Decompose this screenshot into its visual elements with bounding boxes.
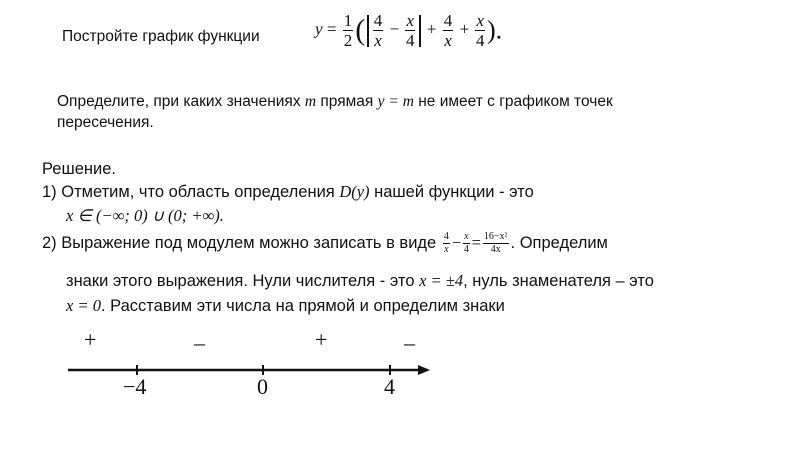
solution-step-2-line-3: x = 0. Расставим эти числа на прямой и определим знаки — [66, 296, 505, 315]
arrow-icon — [418, 365, 430, 375]
fraction-x-over-4: $\frac{x}{4}$ — [406, 11, 415, 50]
formula-eq: = — [326, 19, 337, 39]
task-question-cont: пересечения. — [57, 114, 154, 131]
task-instruction: Постройте график функции — [62, 28, 260, 45]
point-label-minus-4: −4 — [123, 374, 147, 399]
solution-step-1: 1) Отметим, что область определения D(y) нашей функции - это — [42, 182, 534, 201]
function-formula: y = $\frac{1}{2}$ ( $\frac{4}{x}$ − $\frac{x}{4}$ + $\frac{4}{x}$ + $\frac{x}{4}$ ). — [315, 11, 503, 50]
task-question: Определите, при каких значениях m прямая y = m не имеет с графиком точек — [57, 93, 613, 110]
point-label-4: 4 — [384, 374, 395, 399]
fraction-half: $\frac{1}{2}$ — [343, 11, 353, 50]
sign-interval-4: – — [404, 330, 415, 355]
fraction-4-over-x: $\frac{4}{x}$ — [373, 11, 383, 50]
domain-expression: x ∈ (−∞; 0) ∪ (0; +∞). — [66, 206, 224, 225]
fraction-4-over-x: $\frac{4}{x}$ — [443, 11, 453, 50]
solution-step-2: 2) Выражение под модулем можно записать в виде $\frac{4}{x}$ − $\frac{x}{4}$ = $\frac{\text{16−x²}}{4x}$ . Определим — [42, 231, 608, 255]
fraction-x-over-4: $\frac{x}{4}$ — [475, 11, 485, 50]
sign-interval-3: + — [315, 327, 328, 352]
point-label-0: 0 — [257, 374, 268, 399]
sign-interval-2: – — [194, 330, 205, 355]
formula-y: y — [315, 19, 323, 39]
solution-step-2-line-2: знаки этого выражения. Нули числителя - это x = ±4, нуль знаменателя – это — [66, 271, 654, 290]
solution-heading: Решение. — [42, 160, 116, 178]
sign-interval-1: + — [84, 327, 97, 352]
